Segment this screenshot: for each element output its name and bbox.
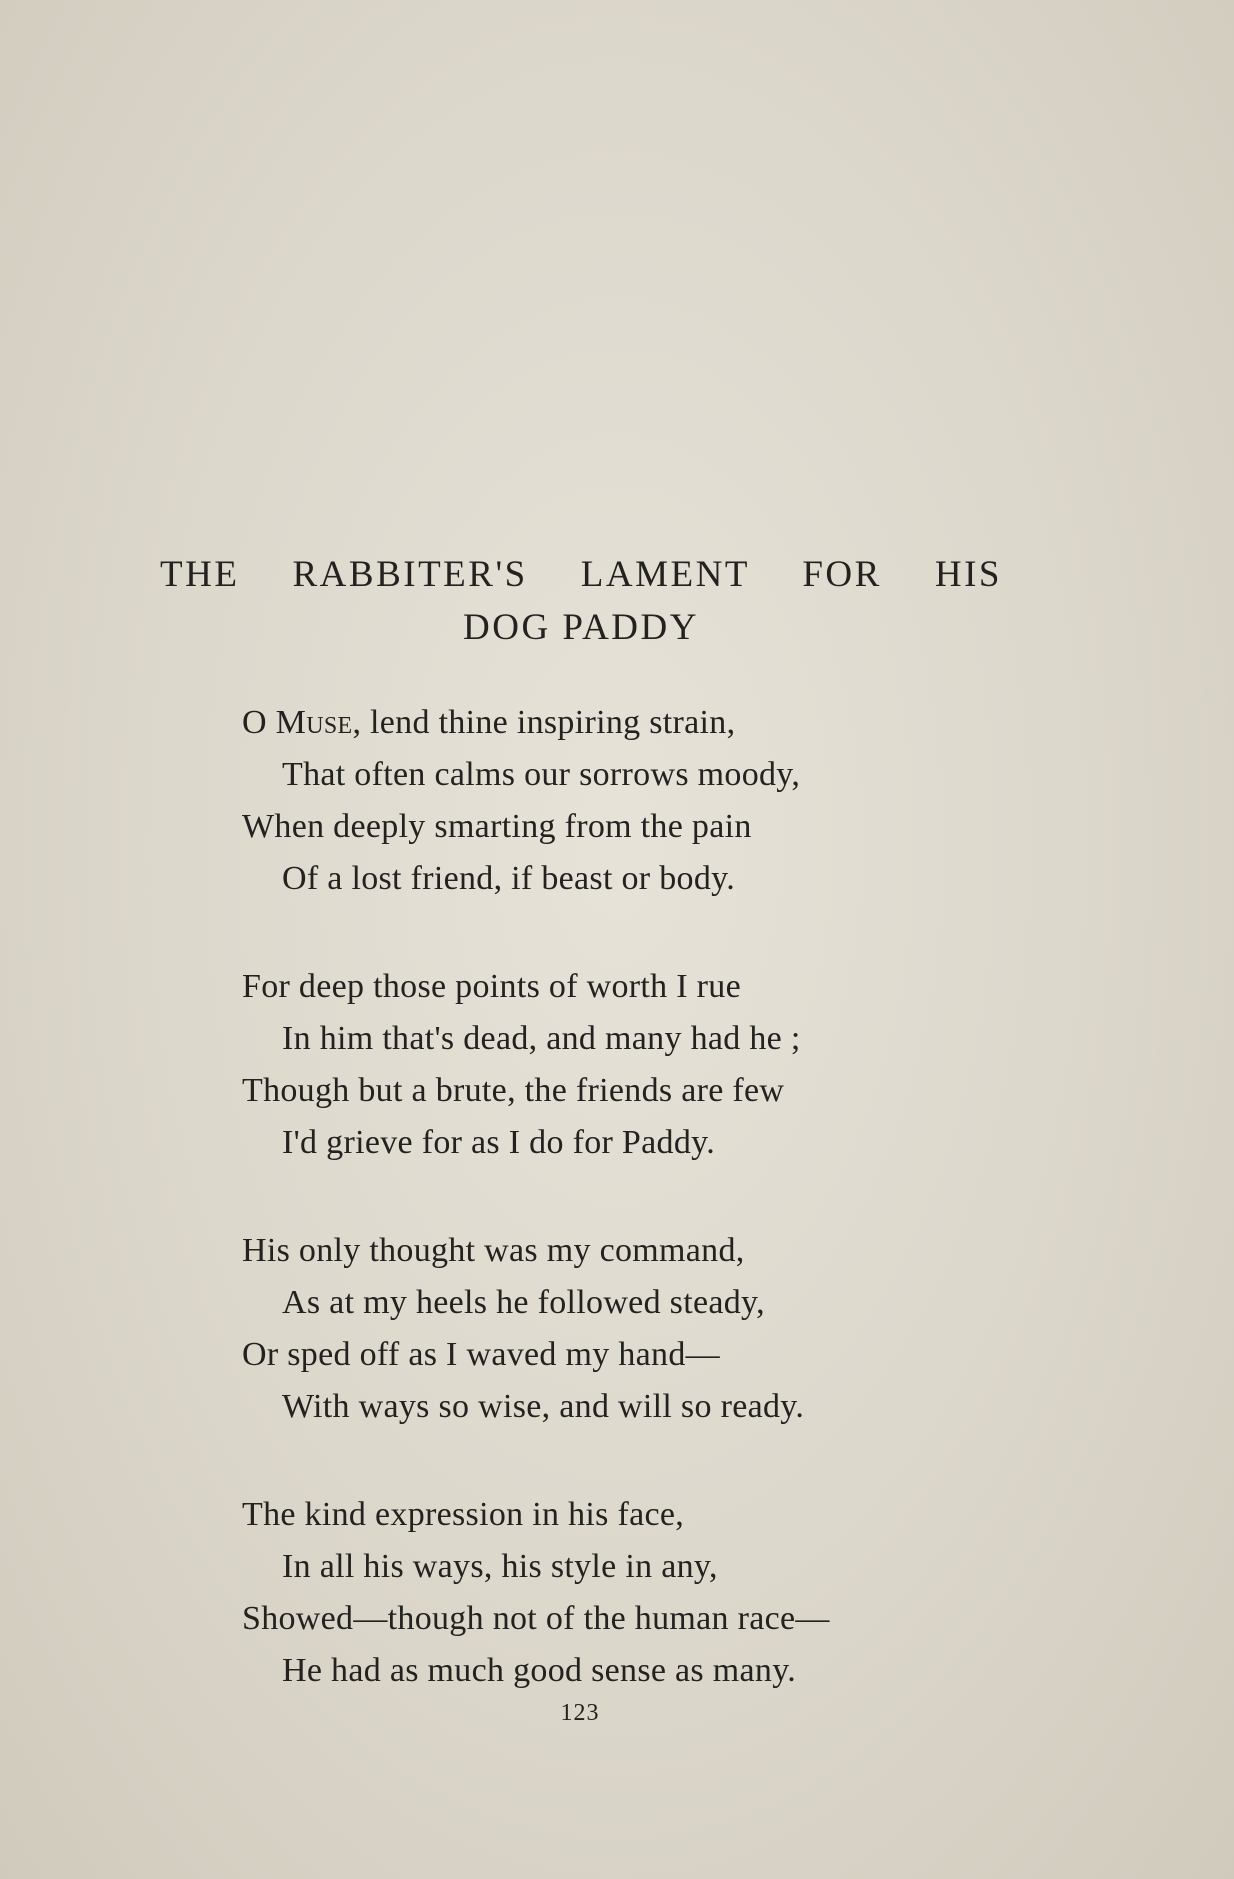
poem-line: With ways so wise, and will so ready. bbox=[282, 1388, 805, 1425]
poem-line: Of a lost friend, if beast or body. bbox=[282, 860, 736, 897]
poem-line: Or sped off as I waved my hand— bbox=[242, 1336, 720, 1373]
stanza-1 bbox=[242, 697, 1002, 905]
muse-smallcaps: Muse bbox=[275, 704, 353, 741]
poem-line: Showed—though not of the human race— bbox=[242, 1600, 830, 1637]
poem-title-line-2: DOG PADDY bbox=[463, 607, 699, 648]
stanza-4 bbox=[242, 1489, 1002, 1697]
poem-line: For deep those points of worth I rue bbox=[242, 968, 741, 1005]
poem-line: As at my heels he followed steady, bbox=[282, 1284, 765, 1321]
poem-title-line-1: THE RABBITER'S LAMENT FOR HIS bbox=[160, 554, 1002, 595]
page-number: 123 bbox=[560, 1700, 600, 1726]
poem-line bbox=[242, 697, 1002, 749]
stanza-3 bbox=[242, 1225, 1002, 1433]
poem-line: In all his ways, his style in any, bbox=[282, 1548, 718, 1585]
poem-line: That often calms our sorrows moody, bbox=[282, 756, 801, 793]
poem-line: In him that's dead, and many had he ; bbox=[282, 1020, 801, 1057]
poem-line: Though but a brute, the friends are few bbox=[242, 1072, 785, 1109]
stanza-2 bbox=[242, 961, 1002, 1169]
poem-line: The kind expression in his face, bbox=[242, 1496, 685, 1533]
poem-line: He had as much good sense as many. bbox=[282, 1652, 797, 1689]
poem-line: When deeply smarting from the pain bbox=[242, 808, 752, 845]
poem-body bbox=[242, 697, 1002, 1753]
poem-line: His only thought was my command, bbox=[242, 1232, 745, 1269]
opening-word: O bbox=[242, 704, 276, 741]
line-rest: , lend thine inspiring strain, bbox=[352, 704, 736, 741]
poem-line: I'd grieve for as I do for Paddy. bbox=[282, 1124, 716, 1161]
